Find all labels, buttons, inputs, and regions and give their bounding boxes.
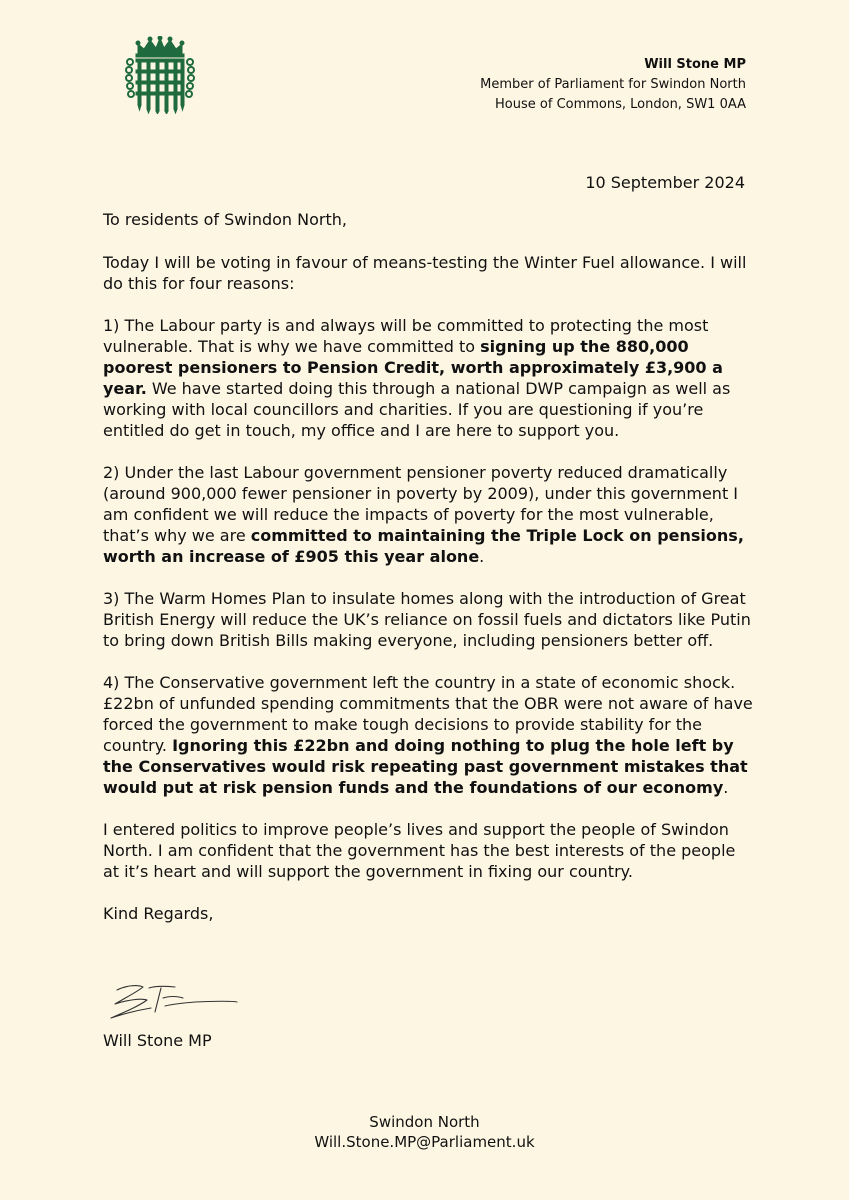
reason-3-text-a: 3) The Warm Homes Plan to insulate homes along with the introduction of Great British Energy will reduce the UK’s reliance on fossil fuels and dictators like Putin to bring down British Bills making everyone, including pensioners better off.	[103, 589, 751, 650]
reason-4	[103, 672, 753, 798]
reason-4-text-a: 4) The Conservative government left the country in a state of economic shock. £22bn of unfunded spending commitments that the OBR were not aware of have forced the government to make tough decisions to provide stability for the country.	[103, 673, 753, 755]
reason-2-text-a: 2) Under the last Labour government pensioner poverty reduced dramatically (around 900,000 fewer pensioner in poverty by 2009), under this government I am confident we will reduce the impacts of poverty for the most vulnerable, that’s why we are	[103, 463, 739, 545]
reason-1-bold: signing up the 880,000 poorest pensioners to Pension Credit, worth approximately £3,900 a year.	[103, 337, 723, 398]
letter-footer	[0, 1112, 849, 1152]
reason-2	[103, 462, 753, 567]
reason-1-text-a: 1) The Labour party is and always will be committed to protecting the most vulnerable. That is why we have committed to	[103, 316, 709, 356]
mp-role: Member of Parliament for Swindon North	[480, 77, 746, 92]
reason-2-text-b: .	[479, 547, 485, 566]
mp-address-block	[480, 55, 746, 115]
letter-body	[103, 209, 753, 945]
intro-paragraph: Today I will be voting in favour of means-testing the Winter Fuel allowance. I will do this for four reasons:	[103, 253, 747, 293]
mp-address: House of Commons, London, SW1 0AA	[495, 97, 746, 112]
reason-3	[103, 588, 753, 651]
reason-4-text-b: .	[723, 778, 729, 797]
letter-date: 10 September 2024	[585, 173, 745, 192]
mp-name: Will Stone MP	[644, 57, 746, 72]
closing-paragraph: I entered politics to improve people’s lives and support the people of Swindon North. I am confident that the government has the best interests of the people at it’s heart and will support the government in fixing our country.	[103, 820, 736, 881]
salutation: To residents of Swindon North,	[103, 210, 347, 229]
reason-4-bold: Ignoring this £22bn and doing nothing to plug the hole left by the Conservatives would risk repeating past government mistakes that would put at risk pension funds and the foundations of our economy	[103, 736, 748, 797]
footer-constituency: Swindon North	[369, 1113, 480, 1131]
sign-off: Kind Regards,	[103, 904, 214, 923]
portcullis-icon	[124, 36, 196, 114]
handwritten-signature	[103, 978, 303, 1028]
signer-name: Will Stone MP	[103, 1031, 212, 1050]
reason-1	[103, 315, 753, 441]
footer-email[interactable]: Will.Stone.MP@Parliament.uk	[314, 1133, 535, 1151]
reason-1-text-b: We have started doing this through a national DWP campaign as well as working with local councillors and charities. If you are questioning if you’re entitled do get in touch, my office and I are here to support you.	[103, 379, 731, 440]
reason-2-bold: committed to maintaining the Triple Lock on pensions, worth an increase of £905 this year alone	[103, 526, 744, 566]
